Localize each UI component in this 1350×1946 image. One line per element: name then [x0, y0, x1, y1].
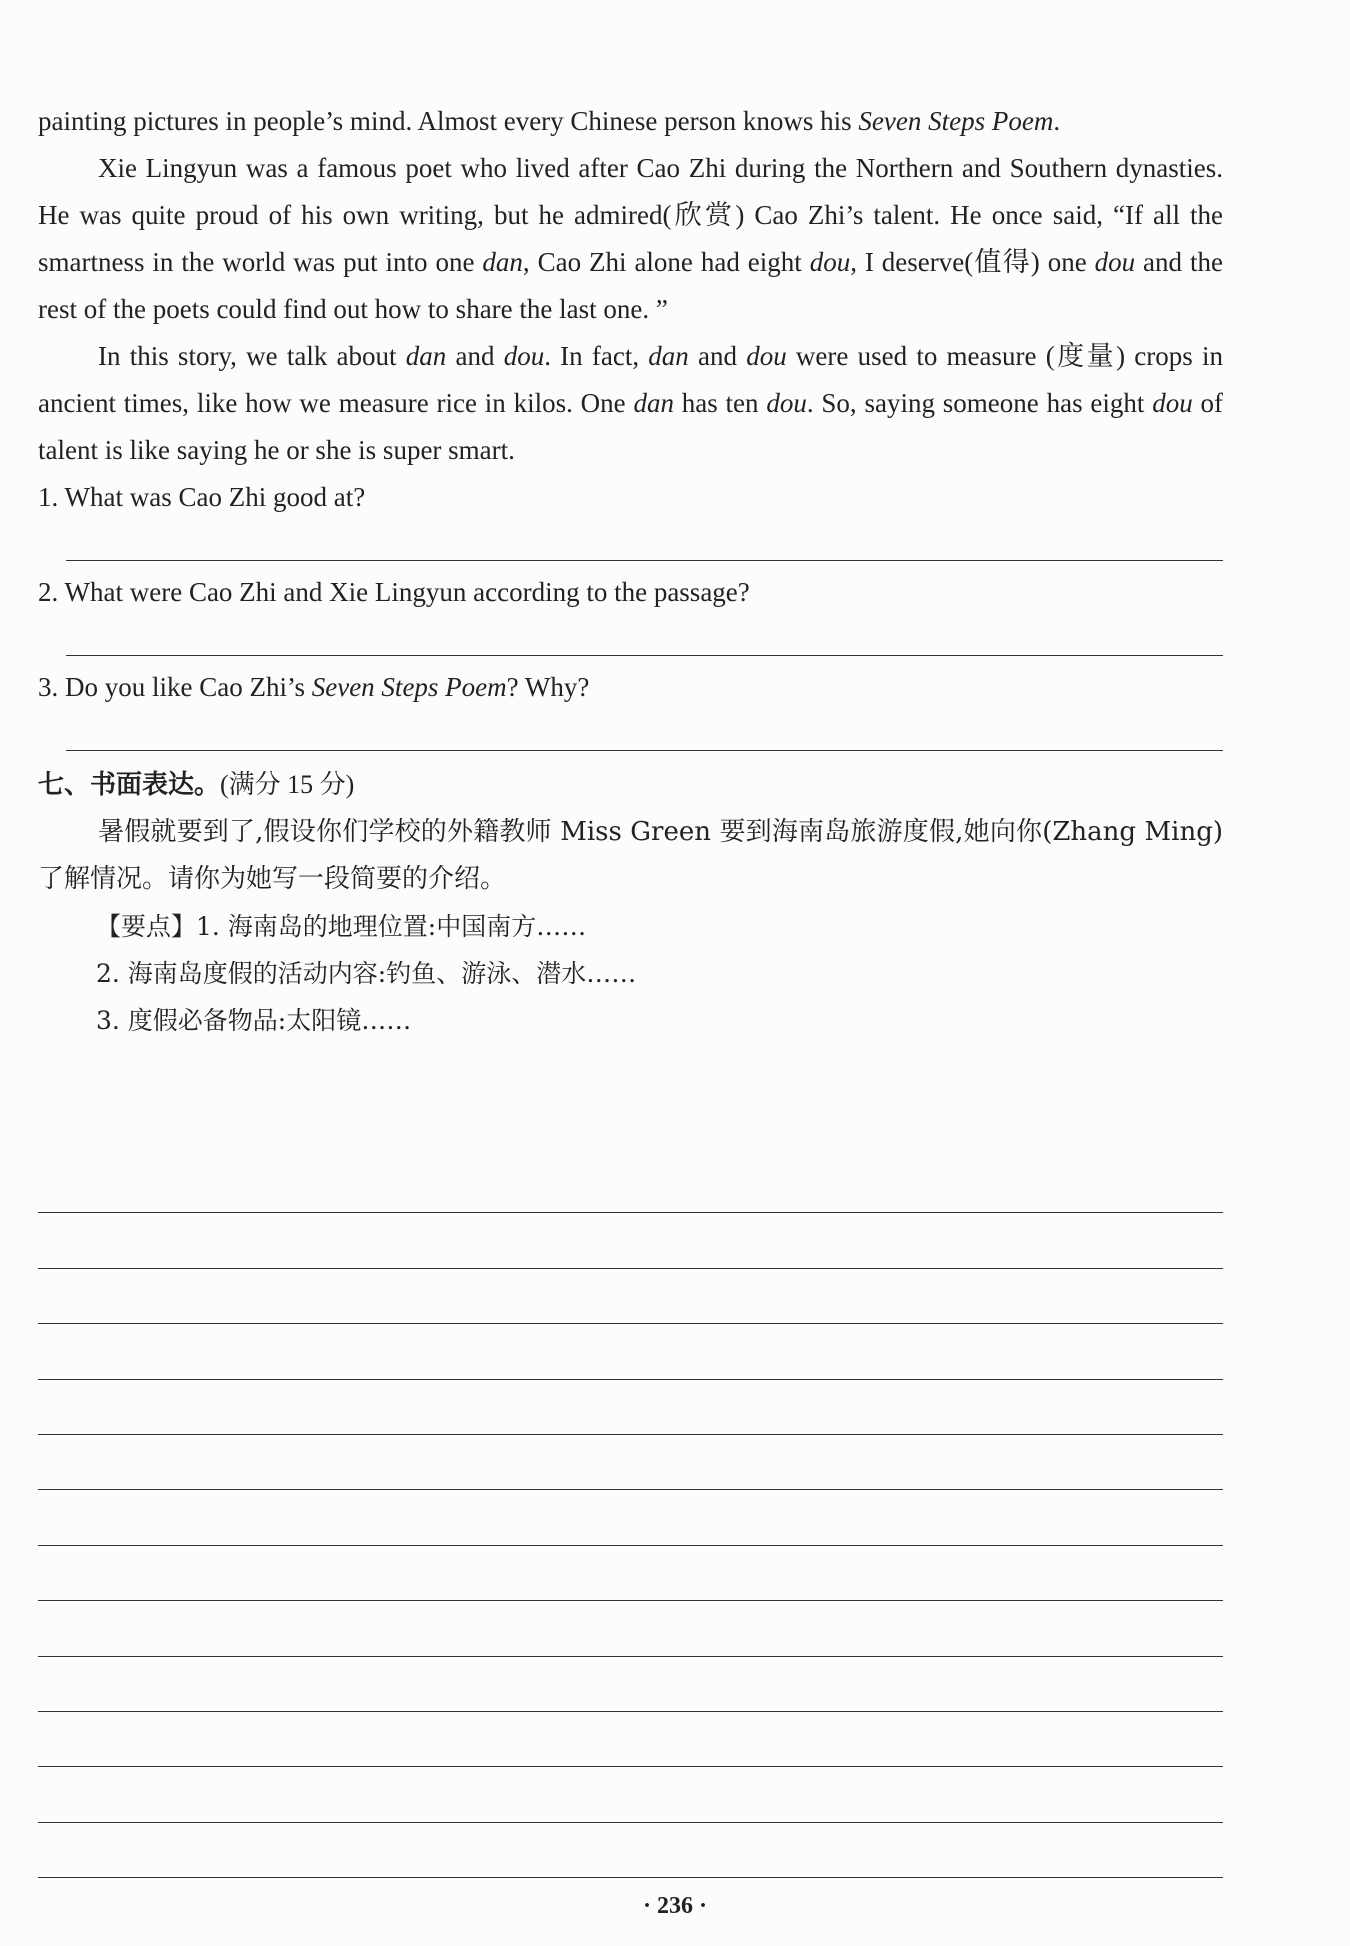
passage-text: of talent is like saying he or she is super smart. — [38, 388, 1224, 465]
passage-text: , I deserve(值得) one — [850, 247, 1095, 277]
passage-paragraph-3 — [38, 333, 1223, 474]
answer-line-1[interactable] — [66, 521, 1223, 569]
question-2: 2. What were Cao Zhi and Xie Lingyun according to the passage? — [38, 577, 750, 607]
writing-line[interactable] — [38, 1657, 1223, 1712]
section-title — [38, 761, 1223, 809]
writing-line[interactable] — [38, 1823, 1223, 1878]
section-score: (满分 15 分) — [220, 770, 355, 799]
writing-line[interactable] — [38, 1601, 1223, 1656]
passage-text: . So, saying someone has eight — [806, 388, 1153, 418]
writing-line[interactable] — [38, 1213, 1223, 1268]
passage-text: and — [688, 341, 747, 371]
writing-point-2: 2. 海南岛度假的活动内容:钓鱼、游泳、潜水…… — [96, 959, 637, 988]
writing-line[interactable] — [38, 1435, 1223, 1490]
term-dan: dan — [405, 341, 447, 371]
answer-line-3[interactable] — [66, 711, 1223, 759]
term-dou: dou — [1094, 247, 1136, 277]
passage-text: . In fact, — [544, 341, 649, 371]
answer-line-2[interactable] — [66, 616, 1223, 664]
term-dan: dan — [633, 388, 674, 418]
passage-text: Xie Lingyun was a famous poet who lived after Cao Zhi during the Northern and Southern dynasties. He was quite proud of his own writing, but he admired(欣赏) Cao Zhi’s talent. He once said, “If all the smartness in the world was put into one — [38, 153, 1223, 277]
poem-title: Seven Steps Poem — [858, 106, 1054, 136]
term-dou: dou — [1152, 388, 1193, 418]
writing-line[interactable] — [38, 1767, 1223, 1822]
passage-text: and the rest of the poets could find out how to share the last one. ” — [38, 247, 1223, 324]
passage-text: and — [446, 341, 504, 371]
passage-text: , Cao Zhi alone had eight — [522, 247, 810, 277]
question-text: 3. Do you like Cao Zhi’s — [38, 672, 312, 702]
poem-title: Seven Steps Poem — [311, 672, 507, 702]
passage-text: In this story, we talk about — [98, 341, 406, 371]
writing-line[interactable] — [38, 1490, 1223, 1545]
writing-line[interactable] — [38, 1546, 1223, 1601]
passage-text: has ten — [673, 388, 767, 418]
writing-line[interactable] — [38, 1158, 1223, 1213]
term-dan: dan — [482, 247, 523, 277]
writing-point-1: 【要点】1. 海南岛的地理位置:中国南方…… — [96, 912, 587, 941]
passage-text: . — [1053, 106, 1061, 136]
term-dou: dou — [809, 247, 851, 277]
writing-line[interactable] — [38, 1269, 1223, 1324]
term-dou: dou — [766, 388, 807, 418]
question-1: 1. What was Cao Zhi good at? — [38, 482, 366, 512]
passage-paragraph-1 — [38, 98, 1223, 145]
passage-paragraph-2 — [38, 145, 1223, 333]
page-number: · 236 · — [642, 1893, 707, 1919]
writing-line[interactable] — [38, 1324, 1223, 1379]
question-text: ? Why? — [506, 672, 590, 702]
writing-task: 暑假就要到了,假设你们学校的外籍教师 Miss Green 要到海南岛旅游度假,她向你(Zhang Ming)了解情况。请你为她写一段简要的介绍。 — [38, 817, 1223, 894]
passage-text: were used to measure (度量) crops in ancient times, like how we measure rice in kilos. One — [38, 341, 1224, 418]
passage-text: painting pictures in people’s mind. Almost every Chinese person knows his — [38, 106, 859, 136]
term-dou: dou — [746, 341, 787, 371]
term-dou: dou — [503, 341, 545, 371]
writing-point-3: 3. 度假必备物品:太阳镜…… — [96, 1006, 412, 1035]
writing-area[interactable] — [38, 1158, 1223, 1878]
writing-line[interactable] — [38, 1380, 1223, 1435]
content-area — [38, 98, 1223, 1044]
writing-line[interactable] — [38, 1712, 1223, 1767]
section-heading: 七、书面表达。 — [38, 770, 221, 800]
question-3 — [38, 664, 1223, 711]
term-dan: dan — [648, 341, 689, 371]
